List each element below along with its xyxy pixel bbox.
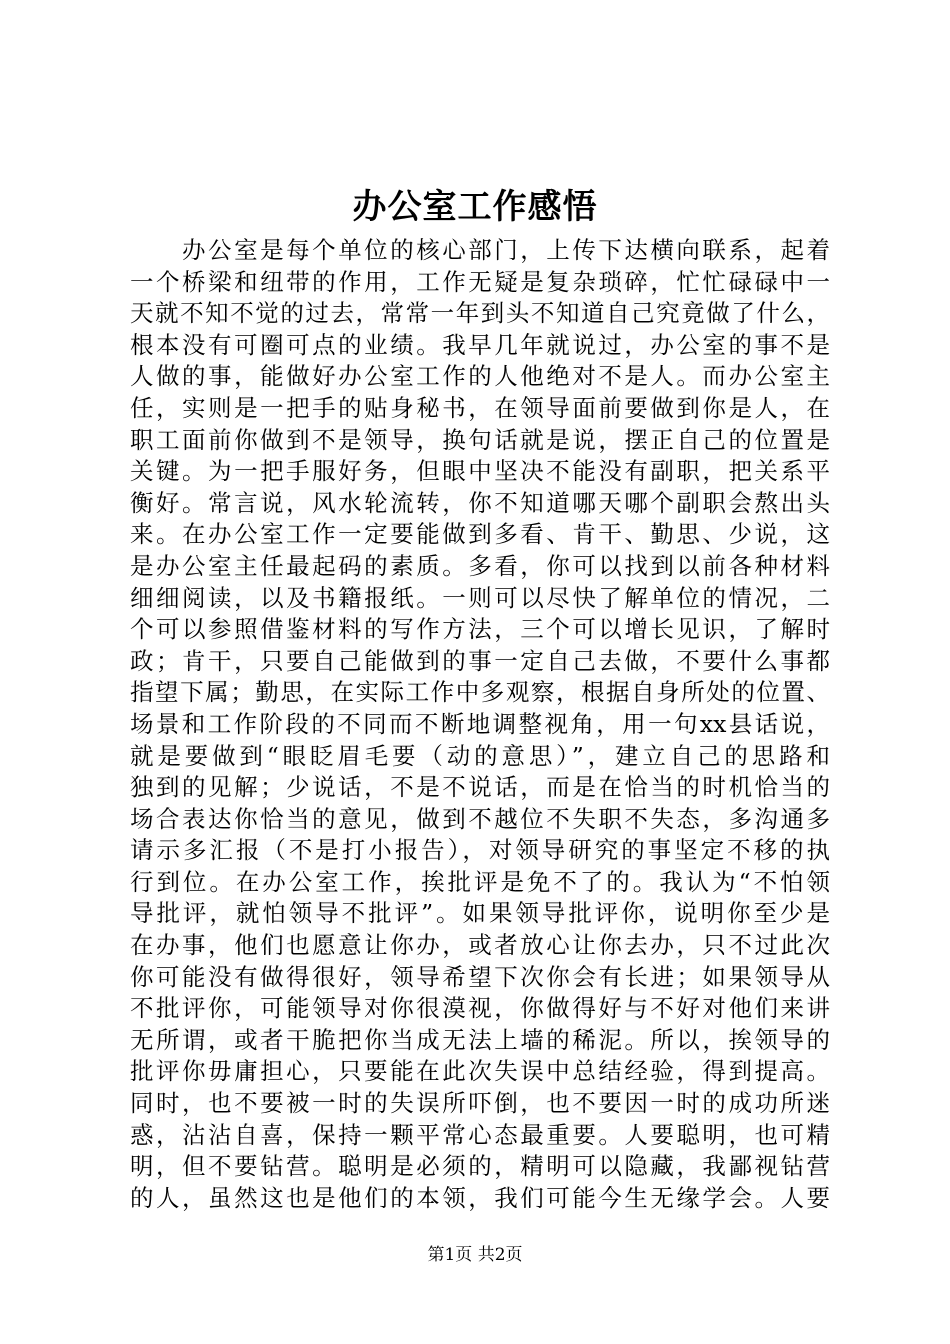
body-line: 独到的见解；少说话，不是不说话，而是在恰当的时机恰当的	[130, 773, 830, 802]
body-line: 在办事，他们也愿意让你办，或者放心让你去办，只不过此次	[130, 931, 830, 960]
body-line: 办公室是每个单位的核心部门，上传下达横向联系，起着	[130, 236, 830, 264]
body-line: 政；肯干，只要自己能做到的事一定自己去做，不要什么事都	[130, 646, 830, 675]
body-line: 关键。为一把手服好务，但眼中坚决不能没有副职，把关系平	[130, 457, 830, 486]
body-line: 行到位。在办公室工作，挨批评是免不了的。我认为“不怕领	[130, 867, 830, 896]
body-line: 导批评，就怕领导不批评”。如果领导批评你，说明你至少是	[130, 899, 830, 928]
body-line: 就是要做到“眼眨眉毛要（动的意思）”，建立自己的思路和	[130, 741, 830, 770]
page-number: 第1页 共2页	[427, 1245, 523, 1265]
body-line: 细细阅读，以及书籍报纸。一则可以尽快了解单位的情况，二	[130, 583, 830, 612]
body-line: 衡好。常言说，风水轮流转，你不知道哪天哪个副职会熬出头	[130, 488, 830, 517]
body-line: 的人，虽然这也是他们的本领，我们可能今生无缘学会。人要	[130, 1183, 830, 1212]
body-line: 是办公室主任最起码的素质。多看，你可以找到以前各种材料	[130, 551, 830, 580]
body-line: 同时，也不要被一时的失误所吓倒，也不要因一时的成功所迷	[130, 1089, 830, 1118]
body-line: 无所谓，或者干脆把你当成无法上墙的稀泥。所以，挨领导的	[130, 1025, 830, 1054]
document-body	[130, 235, 830, 1214]
body-line: 职工面前你做到不是领导，换句话就是说，摆正自己的位置是	[130, 425, 830, 454]
body-line: 批评你毋庸担心，只要能在此次失误中总结经验，得到提高。	[130, 1057, 830, 1086]
body-line: 明，但不要钻营。聪明是必须的，精明可以隐藏，我鄙视钻营	[130, 1152, 830, 1181]
body-line: 不批评你，可能领导对你很漠视，你做得好与不好对他们来讲	[130, 994, 830, 1023]
body-line: 来。在办公室工作一定要能做到多看、肯干、勤思、少说，这	[130, 520, 830, 549]
body-line: 场合表达你恰当的意见，做到不越位不失职不失态，多沟通多	[130, 804, 830, 833]
body-line: 场景和工作阶段的不同而不断地调整视角，用一句xx县话说，	[130, 709, 830, 738]
body-line: 指望下属；勤思，在实际工作中多观察，根据自身所处的位置、	[130, 678, 830, 707]
document-title: 办公室工作感悟	[352, 187, 598, 227]
body-line: 天就不知不觉的过去，常常一年到头不知道自己究竟做了什么，	[130, 299, 830, 328]
body-line: 你可能没有做得很好，领导希望下次你会有长进；如果领导从	[130, 962, 830, 991]
body-line: 个可以参照借鉴材料的写作方法，三个可以增长见识，了解时	[130, 615, 830, 644]
body-line: 请示多汇报（不是打小报告），对领导研究的事坚定不移的执	[130, 836, 830, 865]
body-line: 惑，沾沾自喜，保持一颗平常心态最重要。人要聪明，也可精	[130, 1120, 830, 1149]
body-line: 根本没有可圈可点的业绩。我早几年就说过，办公室的事不是	[130, 330, 830, 359]
body-line: 一个桥梁和纽带的作用，工作无疑是复杂琐碎，忙忙碌碌中一	[130, 267, 830, 296]
body-line: 人做的事，能做好办公室工作的人他绝对不是人。而办公室主	[130, 362, 830, 391]
body-line: 任，实则是一把手的贴身秘书，在领导面前要做到你是人，在	[130, 393, 830, 422]
